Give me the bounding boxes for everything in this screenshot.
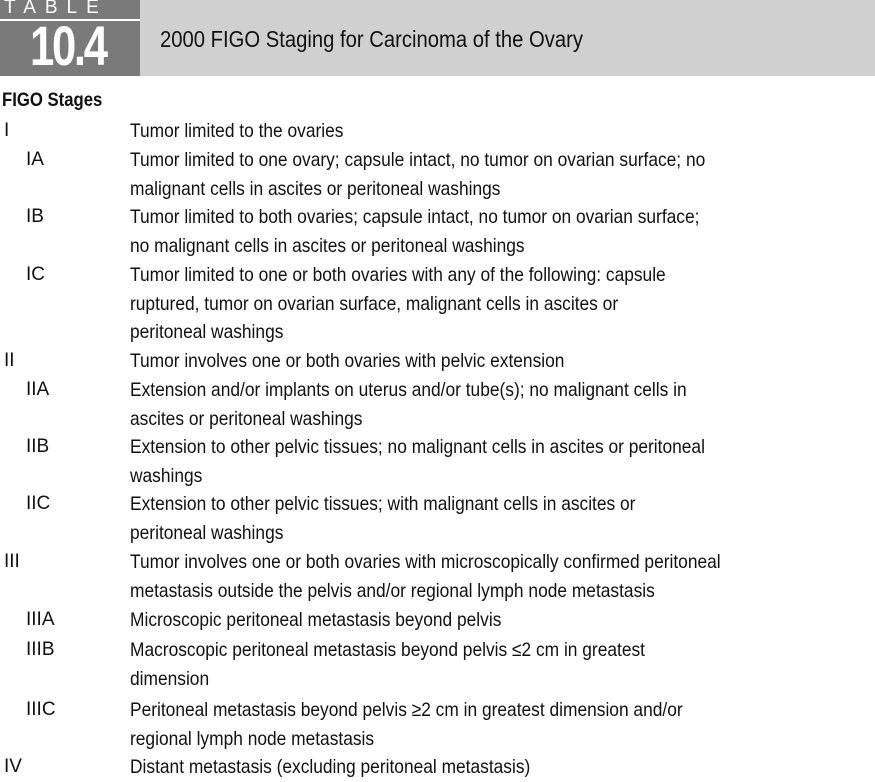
section-heading: FIGO Stages — [2, 90, 103, 111]
stage-code: IIB — [26, 436, 50, 457]
stage-code: IIIC — [26, 699, 56, 720]
stage-code: IV — [4, 756, 22, 777]
stage-code: IIA — [26, 379, 50, 400]
table-header — [0, 0, 875, 76]
stage-code: III — [4, 551, 20, 572]
table-number-badge — [0, 0, 140, 76]
table-label: TABLE — [4, 0, 108, 18]
stage-code: IB — [26, 206, 44, 227]
stage-description: Microscopic peritoneal metastasis beyond pelvis — [130, 609, 502, 631]
table-title: 2000 FIGO Staging for Carcinoma of the Ovary — [160, 26, 583, 52]
table-number: 10.4 — [30, 14, 106, 77]
stage-description: Tumor involves one or both ovaries with microscopically confirmed peritoneal metastasis outside the pelvis and/or regional lymph node metastasis — [130, 551, 721, 602]
stage-code: I — [4, 120, 10, 141]
stage-description: Distant metastasis (excluding peritoneal metastasis) — [130, 756, 531, 778]
stage-code: IA — [26, 149, 44, 170]
stage-description: Tumor limited to one or both ovaries with any of the following: capsule ruptured, tumor on ovarian surface, malignant cells in ascites or peritoneal washings — [130, 264, 666, 343]
stage-description: Extension and/or implants on uterus and/or tube(s); no malignant cells in ascites or peritoneal washings — [130, 379, 687, 430]
stage-code: IIC — [26, 493, 51, 514]
stage-description: Extension to other pelvic tissues; with malignant cells in ascites or peritoneal washings — [130, 493, 636, 544]
stage-description: Extension to other pelvic tissues; no malignant cells in ascites or peritoneal washings — [130, 436, 705, 487]
stage-description: Peritoneal metastasis beyond pelvis ≥2 cm in greatest dimension and/or regional lymph node metastasis — [130, 699, 683, 750]
stage-description: Tumor involves one or both ovaries with pelvic extension — [130, 350, 565, 372]
stage-description: Tumor limited to both ovaries; capsule intact, no tumor on ovarian surface; no malignant cells in ascites or peritoneal washings — [130, 206, 700, 257]
stage-description: Macroscopic peritoneal metastasis beyond pelvis ≤2 cm in greatest dimension — [130, 639, 645, 690]
stage-code: II — [4, 350, 15, 371]
stage-description: Tumor limited to the ovaries — [130, 120, 344, 142]
stage-code: IIIB — [26, 639, 55, 660]
stage-code: IIIA — [26, 609, 55, 630]
stage-description: Tumor limited to one ovary; capsule intact, no tumor on ovarian surface; no malignant cells in ascites or peritoneal washings — [130, 149, 706, 200]
stage-code: IC — [26, 264, 45, 285]
